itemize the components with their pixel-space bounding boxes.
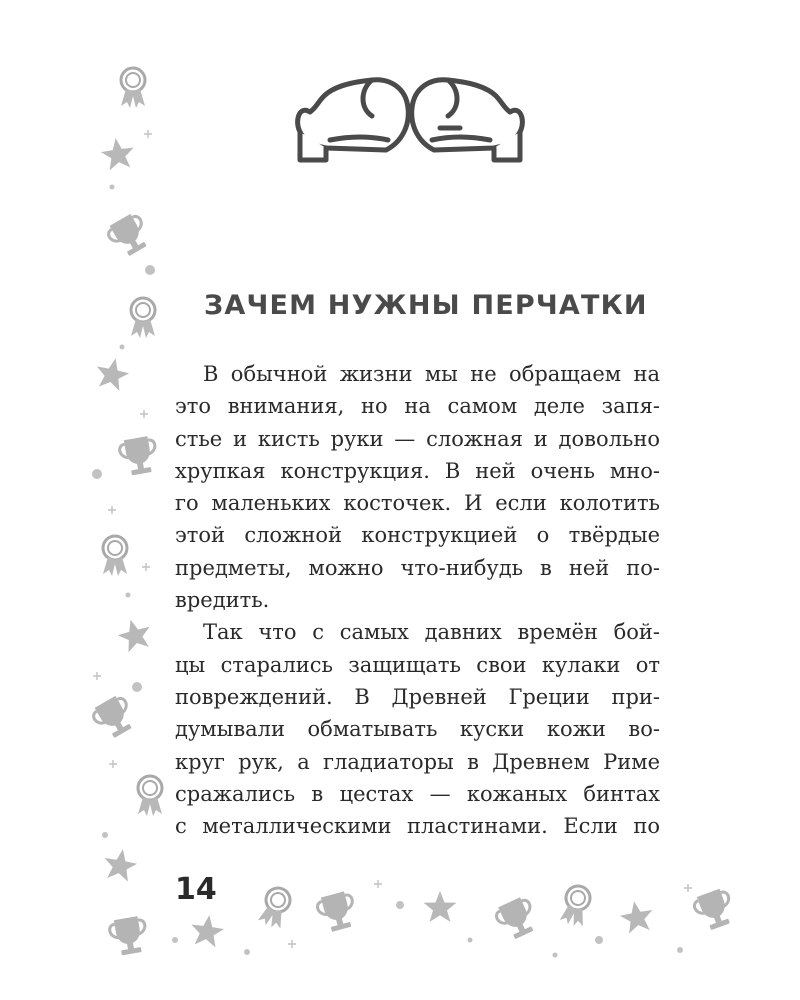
star-icon xyxy=(93,355,132,392)
text-line: стье и кисть руки — сложная и довольно xyxy=(175,426,660,451)
boxing-gloves-icon xyxy=(290,70,530,165)
text-line: В обычной жизни мы не обращаем на xyxy=(203,362,660,386)
text-line: хрупкая конструкция. В ней очень мно- xyxy=(175,458,660,483)
article-body xyxy=(175,358,660,842)
trophy-icon xyxy=(118,435,159,477)
text-line: круг рук, а гладиаторы в Древнем Риме xyxy=(175,749,660,774)
star-icon xyxy=(424,891,457,922)
text-line: го маленьких косточек. И если колотить xyxy=(175,491,660,516)
text-line: это внимания, но на самом деле запя- xyxy=(175,394,660,419)
text-line: предметы, можно что-нибудь в ней по- xyxy=(175,555,660,580)
medal-icon xyxy=(121,68,145,108)
star-icon xyxy=(101,846,139,882)
medal-icon xyxy=(257,885,293,931)
trophy-icon xyxy=(105,211,154,260)
page-number: 14 xyxy=(175,872,217,907)
page-title: ЗАЧЕМ НУЖНЫ ПЕРЧАТКИ xyxy=(204,290,648,321)
text-line: думывали обматывать куски кожи во- xyxy=(175,717,660,742)
star-icon xyxy=(618,898,656,934)
trophy-icon xyxy=(315,890,359,934)
trophy-icon xyxy=(108,915,149,957)
trophy-icon xyxy=(692,887,738,933)
text-line: вредить. xyxy=(175,588,270,613)
star-icon xyxy=(99,136,136,171)
medal-icon xyxy=(103,536,127,576)
text-line: Так что с самых давних времён бой- xyxy=(203,620,660,645)
trophy-icon xyxy=(90,693,139,742)
star-icon xyxy=(189,913,226,948)
medal-icon xyxy=(138,776,162,816)
star-icon xyxy=(115,615,155,653)
text-line: этой сложной конструкцией о твёрдые xyxy=(175,523,660,548)
text-line: повреждений. В Древней Греции при- xyxy=(175,684,660,709)
text-line: с металлическими пластинами. Если по xyxy=(175,814,660,839)
trophy-icon xyxy=(493,895,540,943)
text-line: цы старались защищать свои кулаки от xyxy=(175,652,660,677)
medal-icon xyxy=(131,298,155,338)
text-line: сражались в цестах — кожаных бинтах xyxy=(175,781,660,806)
medal-icon xyxy=(559,883,593,928)
